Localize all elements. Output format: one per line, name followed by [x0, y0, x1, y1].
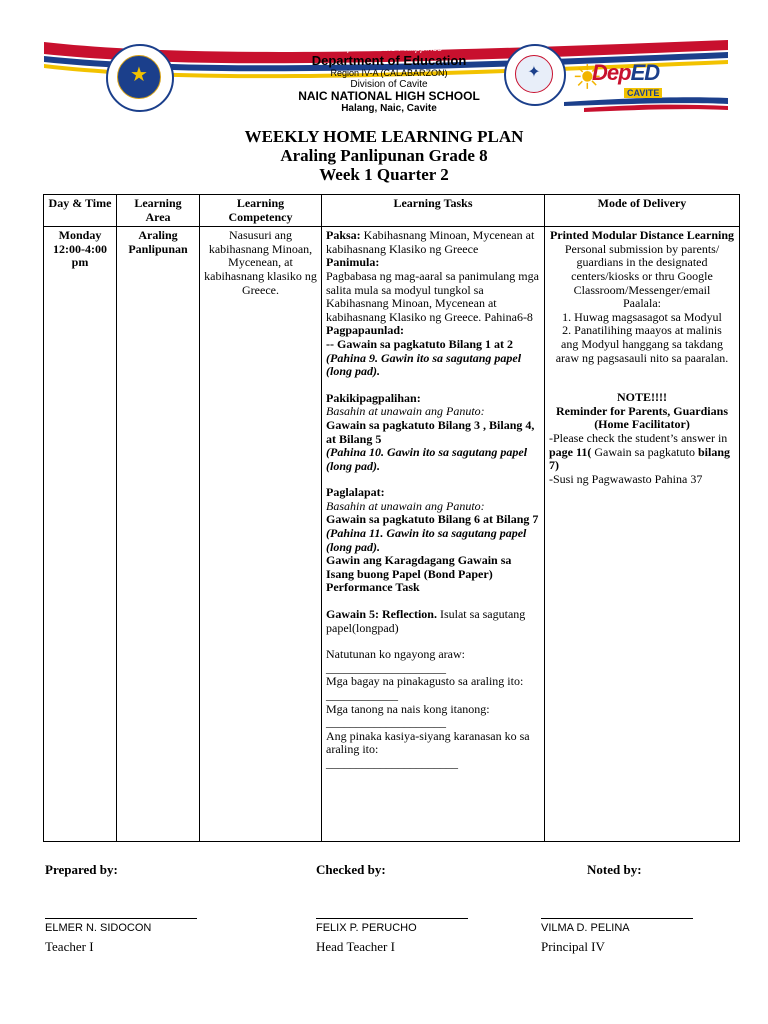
reminder-text: Reminder for Parents, Guardians (Home Facilitator)	[555, 403, 728, 432]
task-pagpapaunlad-task: -- Gawain sa pagkatuto Bilang 1 at 2	[326, 336, 514, 351]
task-pagpapaunlad-note: (Pahina 9. Gawin ito sa sagutang papel (long pad).	[326, 350, 522, 379]
mode-desc: Personal submission by parents/ guardians in the designated centers/kiosks or thru Google Classroom/Messenger/email	[564, 241, 720, 297]
logo-word: DepED	[592, 60, 660, 85]
signature-noted	[541, 862, 642, 954]
task-karagdagan: Gawin ang Karagdagang Gawain sa Isang buong Papel (Bond Paper) Performance Task	[326, 553, 512, 595]
task-pakikipagpalihan-instr: Basahin at unawain ang Panuto:	[326, 404, 485, 419]
header-mode-of-delivery: Mode of Delivery	[545, 195, 740, 227]
department-name: Department of Education	[311, 53, 467, 68]
reflect-line-2: Mga bagay na pinakagusto sa araling ito: ____________	[326, 674, 524, 702]
reflect-blank-3: ____________________	[326, 715, 446, 730]
mode-paalala: Paalala:	[623, 296, 661, 311]
division-name: Division of Cavite	[350, 79, 428, 90]
task-panimula-text: Pagbabasa ng mag-aaral sa panimulang mga salita mula sa modyul tungkol sa Kabihasnang Minoan, Mycenean at kabihasnang Klasiko ng Greece. Pahina6-8	[326, 268, 539, 324]
signature-position: Principal IV	[541, 939, 605, 954]
table-row	[44, 227, 740, 842]
header-learning-area: Learning Area	[117, 195, 200, 227]
cell-learning-competency: Nasusuri ang kabihasnang Minoan, Mycenean, at kabihasnang klasiko ng Greece.	[200, 227, 322, 842]
document-titles	[0, 127, 768, 184]
sun-icon: ☀	[572, 58, 603, 98]
signature-label: Noted by:	[587, 862, 642, 877]
header-day-time: Day & Time	[44, 195, 117, 227]
reflect-blank-1: ____________________	[326, 660, 446, 675]
task-gawain5: Gawain 5: Reflection. Isulat sa sagutang papel(longpad)	[326, 607, 526, 635]
signature-line	[45, 918, 197, 919]
signature-checked	[316, 862, 417, 954]
cell-learning-tasks	[322, 227, 545, 842]
reflect-line-3: Mga tanong na nais kong itanong:	[326, 701, 490, 716]
reflect-blank-4: ______________________	[326, 755, 458, 770]
susi-text: -Susi ng Pagwawasto Pahina 37	[549, 471, 703, 486]
header-learning-tasks: Learning Tasks	[322, 195, 545, 227]
task-paglalapat-task: Gawain sa pagkatuto Bilang 6 at Bilang 7	[326, 512, 539, 527]
header-learning-competency: Learning Competency	[200, 195, 322, 227]
task-paglalapat-instr: Basahin at unawain ang Panuto:	[326, 498, 485, 513]
signature-name: ELMER N. SIDOCON	[45, 922, 152, 934]
signature-label: Checked by:	[316, 862, 386, 877]
note-label: NOTE!!!!	[617, 390, 667, 405]
deped-seal-icon: ★	[106, 44, 174, 112]
signature-prepared	[45, 862, 152, 954]
table-header-row	[44, 195, 740, 227]
school-location: Halang, Naic, Cavite	[341, 103, 437, 114]
week-title: Week 1 Quarter 2	[319, 165, 449, 184]
task-pakikipagpalihan-note: (Pahina 10. Gawin ito sa sagutang papel (long pad).	[326, 445, 528, 473]
signature-label: Prepared by:	[45, 862, 118, 877]
mode-item-2: 2. Panatilihing maayos at malinis	[562, 323, 722, 338]
signature-position: Teacher I	[45, 939, 94, 954]
signature-line	[316, 918, 468, 919]
signature-line	[541, 918, 693, 919]
banner-text	[244, 43, 534, 114]
task-paglalapat-note: (Pahina 11. Gawin ito sa sagutang papel (long pad).	[326, 526, 527, 554]
cell-mode-of-delivery	[545, 227, 740, 842]
task-pagpapaunlad-label: Pagpapaunlad:	[326, 323, 405, 338]
republic-label: Republic of the Philippines	[335, 43, 443, 53]
header-banner	[44, 40, 728, 118]
cell-learning-area: Araling Panlipunan	[117, 227, 200, 842]
subject-title: Araling Panlipunan Grade 8	[280, 146, 488, 165]
signature-name: FELIX P. PERUCHO	[316, 922, 417, 934]
logo-sub: CAVITE	[624, 88, 662, 98]
reflect-line-4: Ang pinaka kasiya-siyang karanasan ko sa araling ito:	[326, 728, 530, 757]
school-name: NAIC NATIONAL HIGH SCHOOL	[298, 89, 480, 103]
school-seal-icon: ✦	[504, 44, 566, 106]
signature-name: VILMA D. PELINA	[541, 922, 630, 934]
mode-title: Printed Modular Distance Learning	[549, 228, 735, 243]
task-paglalapat-label: Paglalapat:	[326, 485, 385, 500]
cell-day-time: Monday 12:00-4:00 pm	[44, 227, 117, 842]
check-answer-text: -Please check the student’s answer in page 11( Gawain sa pagkatuto bilang 7)	[549, 430, 730, 473]
mode-item-2b: ang Modyul hanggang sa takdang araw ng pagsasauli nito sa paaralan.	[555, 336, 729, 365]
learning-plan-table	[43, 194, 740, 842]
task-pakikipagpalihan-label: Pakikipagpalihan:	[326, 390, 421, 405]
signature-position: Head Teacher I	[316, 939, 395, 954]
task-paksa: Paksa: Kabihasnang Minoan, Mycenean at kabihasnang Klasiko ng Greece	[326, 228, 535, 256]
mode-item-1: 1. Huwag magsasagot sa Modyul	[562, 309, 722, 324]
task-panimula-label: Panimula:	[326, 255, 380, 270]
task-pakikipagpalihan-task: Gawain sa pagkatuto Bilang 3 , Bilang 4, at Bilang 5	[326, 417, 535, 446]
plan-title: WEEKLY HOME LEARNING PLAN	[244, 127, 524, 146]
reflect-line-1: Natutunan ko ngayong araw:	[326, 647, 465, 662]
region-name: Region IV-A (CALABARZON)	[330, 68, 448, 78]
deped-cavite-logo	[572, 56, 682, 106]
